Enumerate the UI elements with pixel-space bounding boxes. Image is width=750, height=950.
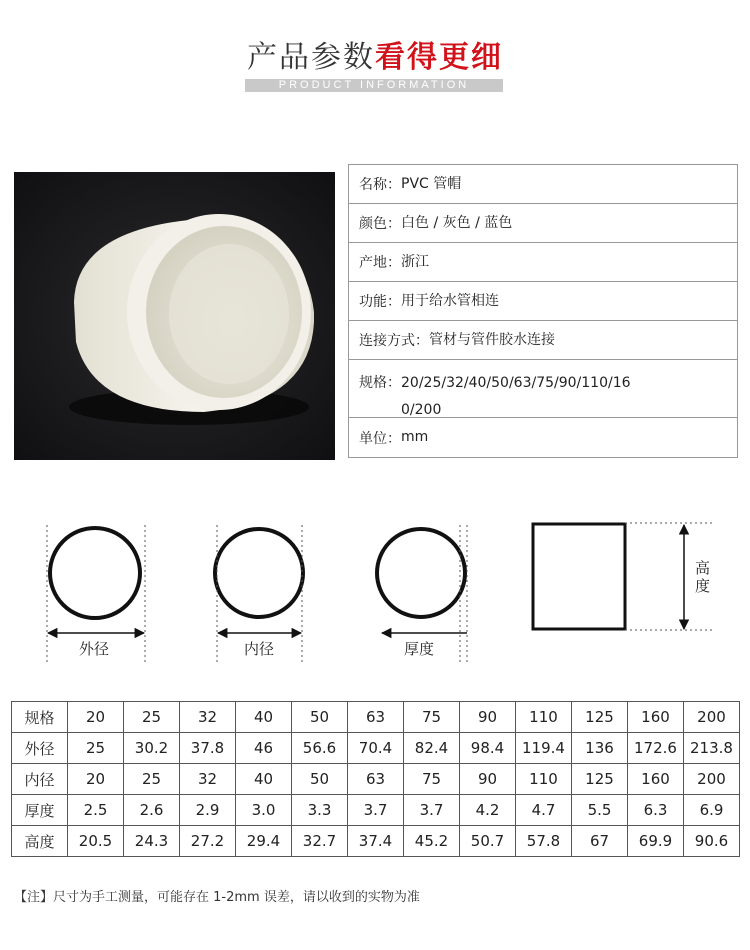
table-cell: 69.9: [628, 826, 684, 857]
spec-row-name: [349, 165, 737, 204]
spec-label: 名称：: [359, 177, 401, 193]
table-cell: 98.4: [460, 733, 516, 764]
table-cell: 4.2: [460, 795, 516, 826]
table-cell: 3.3: [292, 795, 348, 826]
table-cell: 2.9: [180, 795, 236, 826]
row-header: 厚度: [12, 795, 68, 826]
table-cell: 75: [404, 702, 460, 733]
table-cell: 110: [516, 702, 572, 733]
table-cell: 57.8: [516, 826, 572, 857]
table-cell: 6.3: [628, 795, 684, 826]
table-cell: 75: [404, 764, 460, 795]
table-cell: 32: [180, 702, 236, 733]
thickness-label: 厚度: [404, 640, 435, 658]
spec-row-connection: [349, 321, 737, 360]
table-cell: 32: [180, 764, 236, 795]
measurement-note: 【注】尺寸为手工测量，可能存在 1-2mm 误差，请以收到的实物为准: [14, 890, 420, 905]
table-cell: 56.6: [292, 733, 348, 764]
table-cell: 20: [68, 764, 124, 795]
measurement-diagram: [0, 515, 750, 675]
table-cell: 25: [124, 702, 180, 733]
row-header: 外径: [12, 733, 68, 764]
table-cell: 37.8: [180, 733, 236, 764]
product-photo: [14, 172, 335, 460]
spec-label: 产地：: [359, 255, 401, 271]
row-header: 内径: [12, 764, 68, 795]
diagram-drawing: [0, 515, 750, 675]
spec-table: [348, 164, 738, 458]
spec-value: 管材与管件胶水连接: [429, 331, 555, 348]
table-cell: 200: [684, 764, 740, 795]
table-cell: 50: [292, 702, 348, 733]
table-cell: 27.2: [180, 826, 236, 857]
spec-row-origin: [349, 243, 737, 282]
dimension-table: [11, 701, 740, 857]
spec-value: mm: [401, 429, 429, 445]
table-cell: 67: [572, 826, 628, 857]
table-row: [12, 733, 740, 764]
table-row: [12, 795, 740, 826]
table-cell: 45.2: [404, 826, 460, 857]
height-label-line2: 度: [695, 577, 711, 595]
table-cell: 90: [460, 764, 516, 795]
table-cell: 25: [68, 733, 124, 764]
table-cell: 200: [684, 702, 740, 733]
table-cell: 2.5: [68, 795, 124, 826]
table-cell: 25: [124, 764, 180, 795]
row-header: 规格: [12, 702, 68, 733]
table-row: [12, 826, 740, 857]
table-cell: 110: [516, 764, 572, 795]
table-cell: 32.7: [292, 826, 348, 857]
table-cell: 37.4: [348, 826, 404, 857]
table-cell: 50.7: [460, 826, 516, 857]
spec-label: 单位：: [359, 430, 401, 447]
table-cell: 63: [348, 764, 404, 795]
title-strong: 看得更细: [375, 40, 503, 75]
table-cell: 24.3: [124, 826, 180, 857]
table-cell: 2.6: [124, 795, 180, 826]
table-cell: 213.8: [684, 733, 740, 764]
spec-value: 浙江: [401, 253, 429, 270]
spec-label: 规格：: [359, 375, 401, 391]
pvc-cap-illustration: [14, 172, 335, 460]
table-cell: 90: [460, 702, 516, 733]
table-cell: 63: [348, 702, 404, 733]
table-cell: 4.7: [516, 795, 572, 826]
table-cell: 30.2: [124, 733, 180, 764]
table-cell: 90.6: [684, 826, 740, 857]
spec-row-function: [349, 282, 737, 321]
spec-value: 用于给水管相连: [401, 292, 499, 309]
table-cell: 3.7: [348, 795, 404, 826]
table-cell: 160: [628, 702, 684, 733]
outer-diameter-label: 外径: [79, 640, 110, 658]
table-cell: 5.5: [572, 795, 628, 826]
table-cell: 29.4: [236, 826, 292, 857]
table-cell: 20: [68, 702, 124, 733]
spec-row-color: [349, 204, 737, 243]
table-cell: 50: [292, 764, 348, 795]
table-cell: 119.4: [516, 733, 572, 764]
table-cell: 3.7: [404, 795, 460, 826]
table-row: [12, 764, 740, 795]
table-cell: 125: [572, 702, 628, 733]
subtitle-bar: PRODUCT INFORMATION: [245, 79, 503, 92]
spec-value: 20/25/32/40/50/63/75/90/110/160/200: [401, 375, 631, 418]
spec-label: 功能：: [359, 294, 401, 310]
page-title: [0, 38, 750, 78]
height-figure: [533, 523, 712, 630]
spec-label: 颜色：: [359, 216, 401, 232]
table-cell: 46: [236, 733, 292, 764]
table-cell: 40: [236, 702, 292, 733]
spec-row-sizes: [349, 360, 737, 418]
spec-label: 连接方式：: [359, 333, 429, 349]
table-cell: 20.5: [68, 826, 124, 857]
table-cell: 40: [236, 764, 292, 795]
table-row: [12, 702, 740, 733]
row-header: 高度: [12, 826, 68, 857]
table-cell: 70.4: [348, 733, 404, 764]
table-cell: 160: [628, 764, 684, 795]
table-cell: 3.0: [236, 795, 292, 826]
table-cell: 125: [572, 764, 628, 795]
inner-diameter-label: 内径: [244, 640, 275, 658]
table-cell: 82.4: [404, 733, 460, 764]
height-label-line1: 高: [695, 559, 711, 577]
table-cell: 172.6: [628, 733, 684, 764]
spec-value: PVC 管帽: [401, 175, 462, 192]
table-cell: 136: [572, 733, 628, 764]
table-cell: 6.9: [684, 795, 740, 826]
spec-value: 白色 / 灰色 / 蓝色: [401, 214, 513, 231]
title-light: 产品参数: [247, 40, 375, 75]
